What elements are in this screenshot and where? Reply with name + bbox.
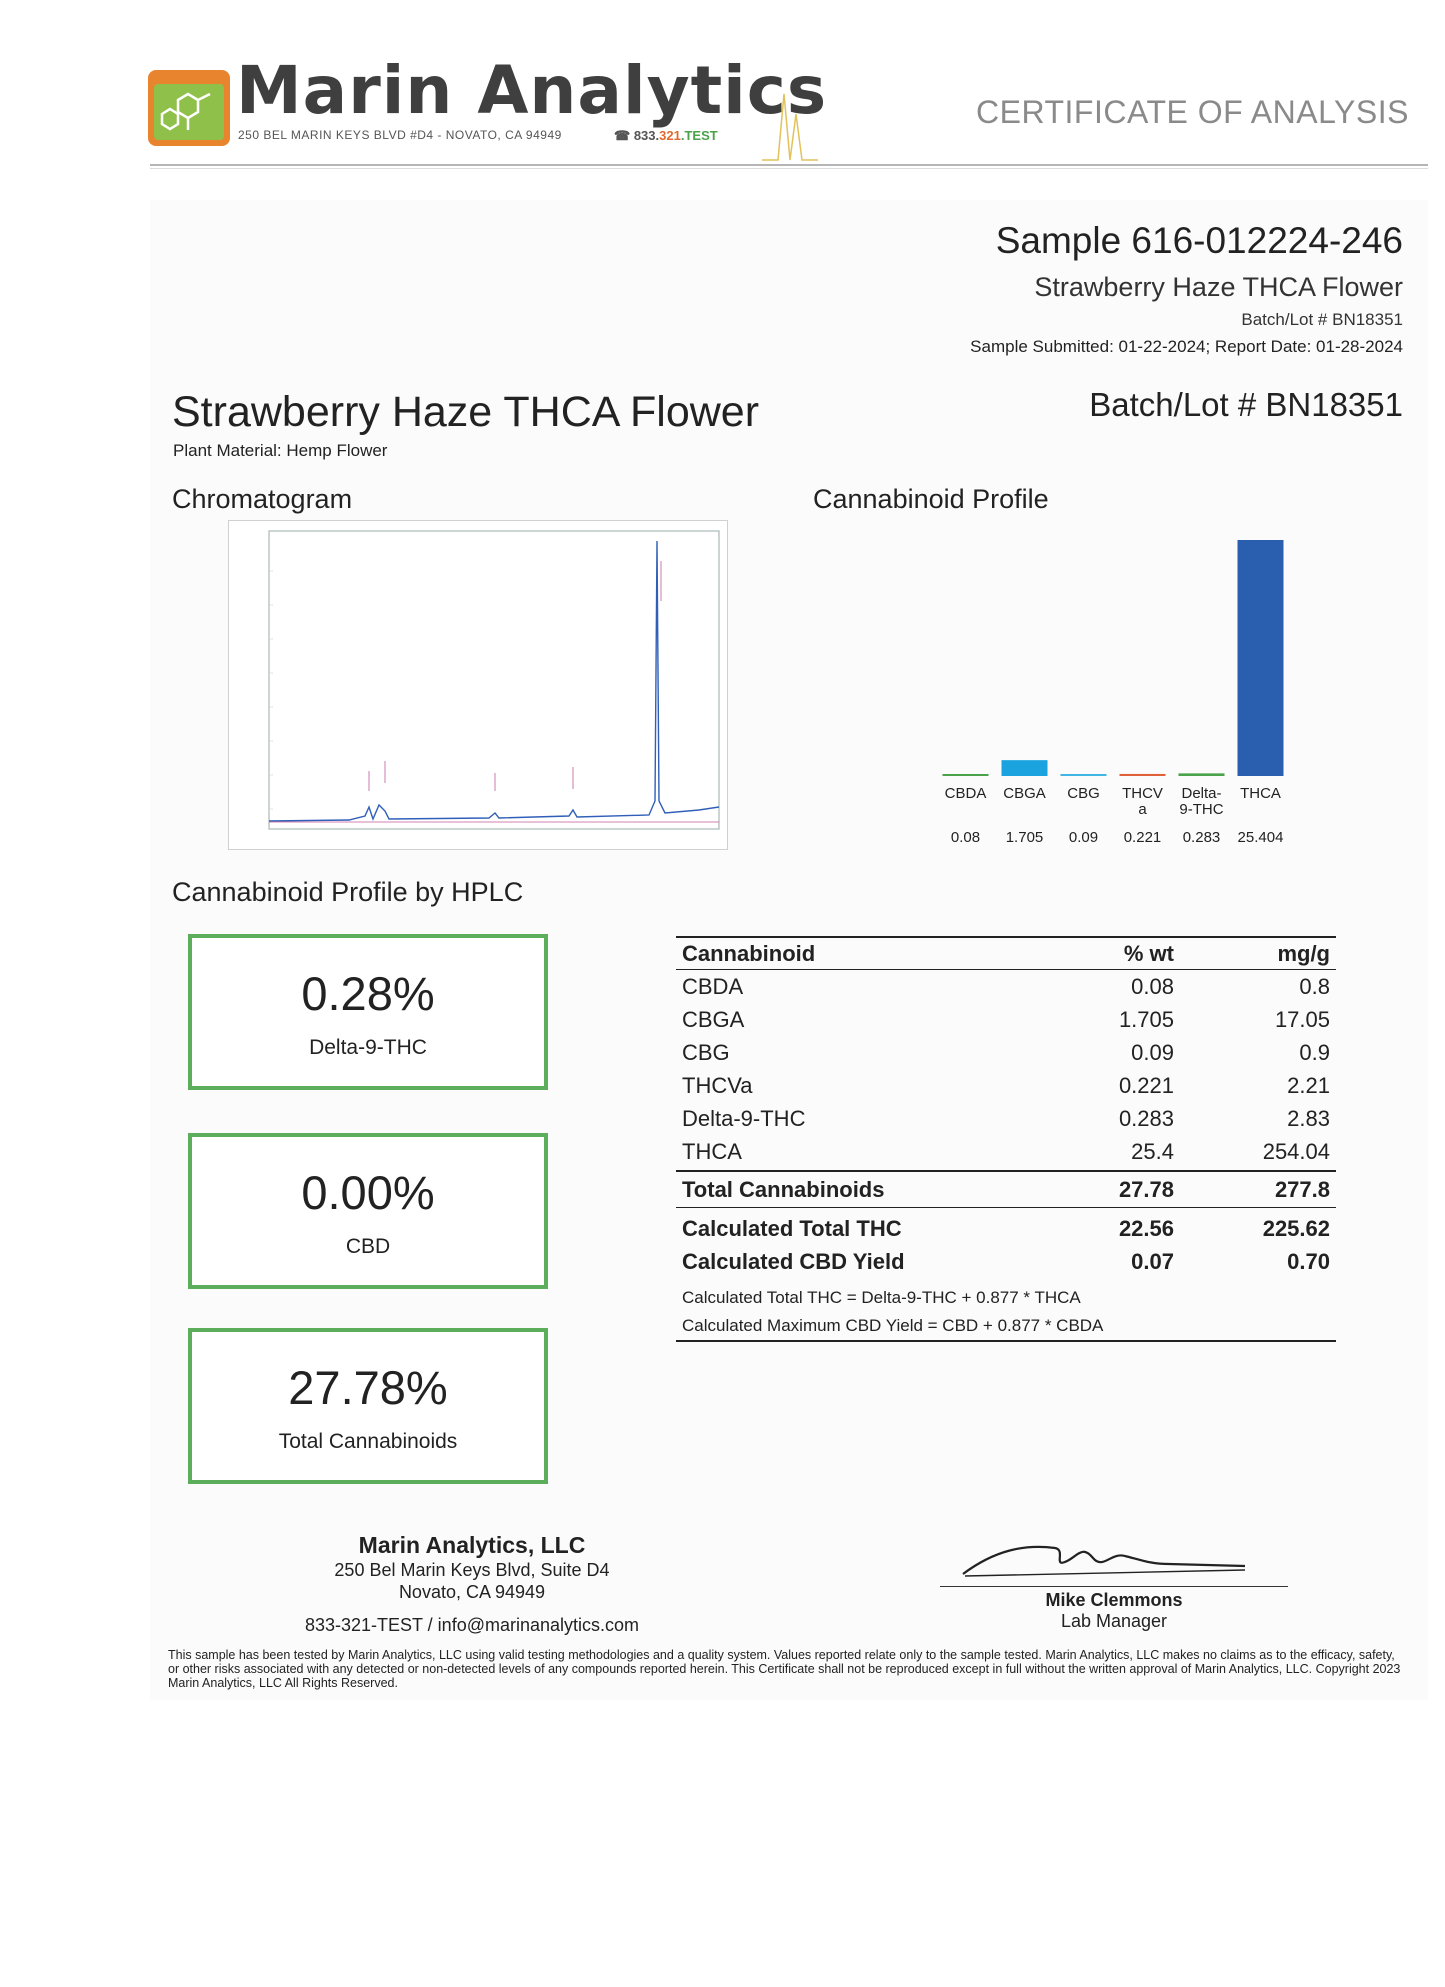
phone-icon: ☎ <box>614 128 631 143</box>
stat-card-total-cannabinoids <box>188 1328 548 1484</box>
phone-part-c: .TEST <box>680 128 718 143</box>
header-percent-wt: % wt <box>1123 940 1174 966</box>
table-calc-thc-row <box>676 1212 1336 1245</box>
company-street: 250 Bel Marin Keys Blvd, Suite D4 <box>334 1560 610 1580</box>
bar-cbga <box>1002 760 1048 776</box>
table-row <box>676 1036 1336 1069</box>
bar-category-label: CBDA <box>944 785 987 802</box>
cell-mg: 2.21 <box>1287 1072 1330 1098</box>
table-header <box>676 936 1336 970</box>
cell-name: Calculated Total THC <box>682 1215 902 1241</box>
document-title: CERTIFICATE OF ANALYSIS <box>976 94 1409 130</box>
bar-thca <box>1238 540 1284 776</box>
bar-thcv-a <box>1120 774 1166 776</box>
cell-name: CBG <box>682 1039 730 1065</box>
bar-category-label: THCV a <box>1122 785 1163 818</box>
cell-percent: 0.221 <box>1118 1072 1174 1098</box>
signer-name: Mike Clemmons <box>1045 1590 1183 1610</box>
sample-dates: Sample Submitted: 01-22-2024; Report Date: 01-28-2024 <box>970 337 1403 356</box>
table-row <box>676 1069 1336 1102</box>
cell-name: Calculated CBD Yield <box>682 1248 905 1274</box>
sample-id: Sample 616-012224-246 <box>995 220 1403 261</box>
cell-percent: 1.705 <box>1118 1006 1174 1032</box>
cell-mg: 0.9 <box>1299 1039 1330 1065</box>
cell-name: THCA <box>682 1138 742 1164</box>
product-batch: Batch/Lot # BN18351 <box>1089 386 1403 423</box>
cell-percent: 22.56 <box>1118 1215 1174 1241</box>
stat-label: Delta-9-THC <box>309 1036 427 1059</box>
stat-label: CBD <box>345 1235 391 1258</box>
brand-phone <box>614 128 718 144</box>
signer-title: Lab Manager <box>1060 1611 1168 1631</box>
brand-name: Marin Analytics <box>236 52 828 129</box>
sample-name: Strawberry Haze THCA Flower <box>1034 272 1403 302</box>
cell-percent: 0.07 <box>1131 1248 1174 1274</box>
header-divider <box>150 164 1428 166</box>
table-calc-cbd-row <box>676 1245 1336 1278</box>
table-row <box>676 1135 1336 1168</box>
cell-percent: 25.4 <box>1131 1138 1174 1164</box>
molecule-logo-icon <box>148 70 230 146</box>
bar-value-label: 0.08 <box>950 829 981 846</box>
bar-category-label: THCA <box>1240 785 1281 802</box>
company-name: Marin Analytics, LLC <box>358 1532 586 1558</box>
formula-block <box>676 1284 1336 1342</box>
header-divider-thin <box>150 168 1428 169</box>
stat-value: 27.78% <box>288 1361 448 1414</box>
cell-percent: 27.78 <box>1118 1176 1174 1202</box>
stat-card-delta9-thc <box>188 934 548 1090</box>
signer-info <box>940 1590 1288 1632</box>
table-row <box>676 1003 1336 1036</box>
bar-category-label: CBG <box>1067 785 1100 802</box>
cannabinoid-bar-chart <box>930 530 1310 850</box>
cell-mg: 254.04 <box>1262 1138 1330 1164</box>
stat-value: 0.00% <box>301 1166 435 1219</box>
bar-value-label: 25.404 <box>1237 829 1284 846</box>
formula-cbd-yield: Calculated Maximum CBD Yield = CBD + 0.877 * CBDA <box>682 1316 1104 1335</box>
stat-card-cbd <box>188 1133 548 1289</box>
bar-delta-9-thc <box>1179 773 1225 776</box>
bar-value-label: 1.705 <box>1005 829 1044 846</box>
cell-mg: 225.62 <box>1262 1215 1330 1241</box>
cell-name: Delta-9-THC <box>682 1105 806 1131</box>
table-row <box>676 1102 1336 1135</box>
table-row <box>676 970 1336 1003</box>
company-contact: 833-321-TEST / info@marinanalytics.com <box>304 1615 640 1635</box>
cell-percent: 0.283 <box>1118 1105 1174 1131</box>
chromatogram-title: Chromatogram <box>172 484 353 514</box>
chromatogram-decoration <box>760 74 820 164</box>
sample-batch: Batch/Lot # BN18351 <box>1241 310 1403 329</box>
formula-total-thc: Calculated Total THC = Delta-9-THC + 0.877 * THCA <box>682 1288 1081 1307</box>
cell-name: Total Cannabinoids <box>682 1176 885 1202</box>
product-title: Strawberry Haze THCA Flower <box>172 388 760 436</box>
cell-mg: 17.05 <box>1274 1006 1330 1032</box>
cell-mg: 277.8 <box>1274 1176 1330 1202</box>
phone-part-a: 833. <box>633 128 660 143</box>
plant-material: Plant Material: Hemp Flower <box>173 441 388 460</box>
signature-line <box>940 1586 1288 1587</box>
cell-mg: 0.8 <box>1299 973 1330 999</box>
phone-part-b: 321 <box>659 128 681 143</box>
bar-value-label: 0.221 <box>1123 829 1162 846</box>
disclaimer-text: This sample has been tested by Marin Analytics, LLC using valid testing methodologies and a quality system. Values reported relate only to the sample tested. Marin Analytics, LLC makes no claims as to the efficacy, safety, or other risks associated with any detected or non-detected levels of any compounds reported herein. This Certificate shall not be reproduced except in full without the written approval of Marin Analytics, LLC. Copyright 2023 Marin Analytics, LLC All Rights Reserved. <box>168 1648 1401 1690</box>
bar-cbg <box>1061 774 1107 776</box>
stat-value: 0.28% <box>301 967 435 1020</box>
table-total-row <box>676 1170 1336 1208</box>
brand-address: 250 BEL MARIN KEYS BLVD #D4 - NOVATO, CA 94949 <box>238 128 562 142</box>
bar-value-label: 0.09 <box>1068 829 1099 846</box>
bar-value-label: 0.283 <box>1182 829 1221 846</box>
hplc-title: Cannabinoid Profile by HPLC <box>172 877 524 907</box>
stat-label: Total Cannabinoids <box>278 1430 458 1453</box>
signature-icon <box>955 1530 1255 1586</box>
bar-category-label: Delta-9-THC <box>1179 785 1224 818</box>
cell-name: CBGA <box>682 1006 745 1032</box>
company-city: Novato, CA 94949 <box>398 1582 546 1602</box>
header-cannabinoid: Cannabinoid <box>682 940 816 966</box>
company-info <box>300 1532 644 1636</box>
profile-title: Cannabinoid Profile <box>813 484 1049 514</box>
header-mg-g: mg/g <box>1277 940 1330 966</box>
cell-mg: 0.70 <box>1287 1248 1330 1274</box>
cell-percent: 0.09 <box>1131 1039 1174 1065</box>
chromatogram-image <box>228 520 728 850</box>
cell-name: CBDA <box>682 973 744 999</box>
cell-mg: 2.83 <box>1287 1105 1330 1131</box>
bar-category-label: CBGA <box>1003 785 1046 802</box>
bar-cbda <box>943 774 989 776</box>
cell-percent: 0.08 <box>1131 973 1174 999</box>
cell-name: THCVa <box>682 1072 753 1098</box>
cannabinoid-table <box>676 936 1336 1342</box>
